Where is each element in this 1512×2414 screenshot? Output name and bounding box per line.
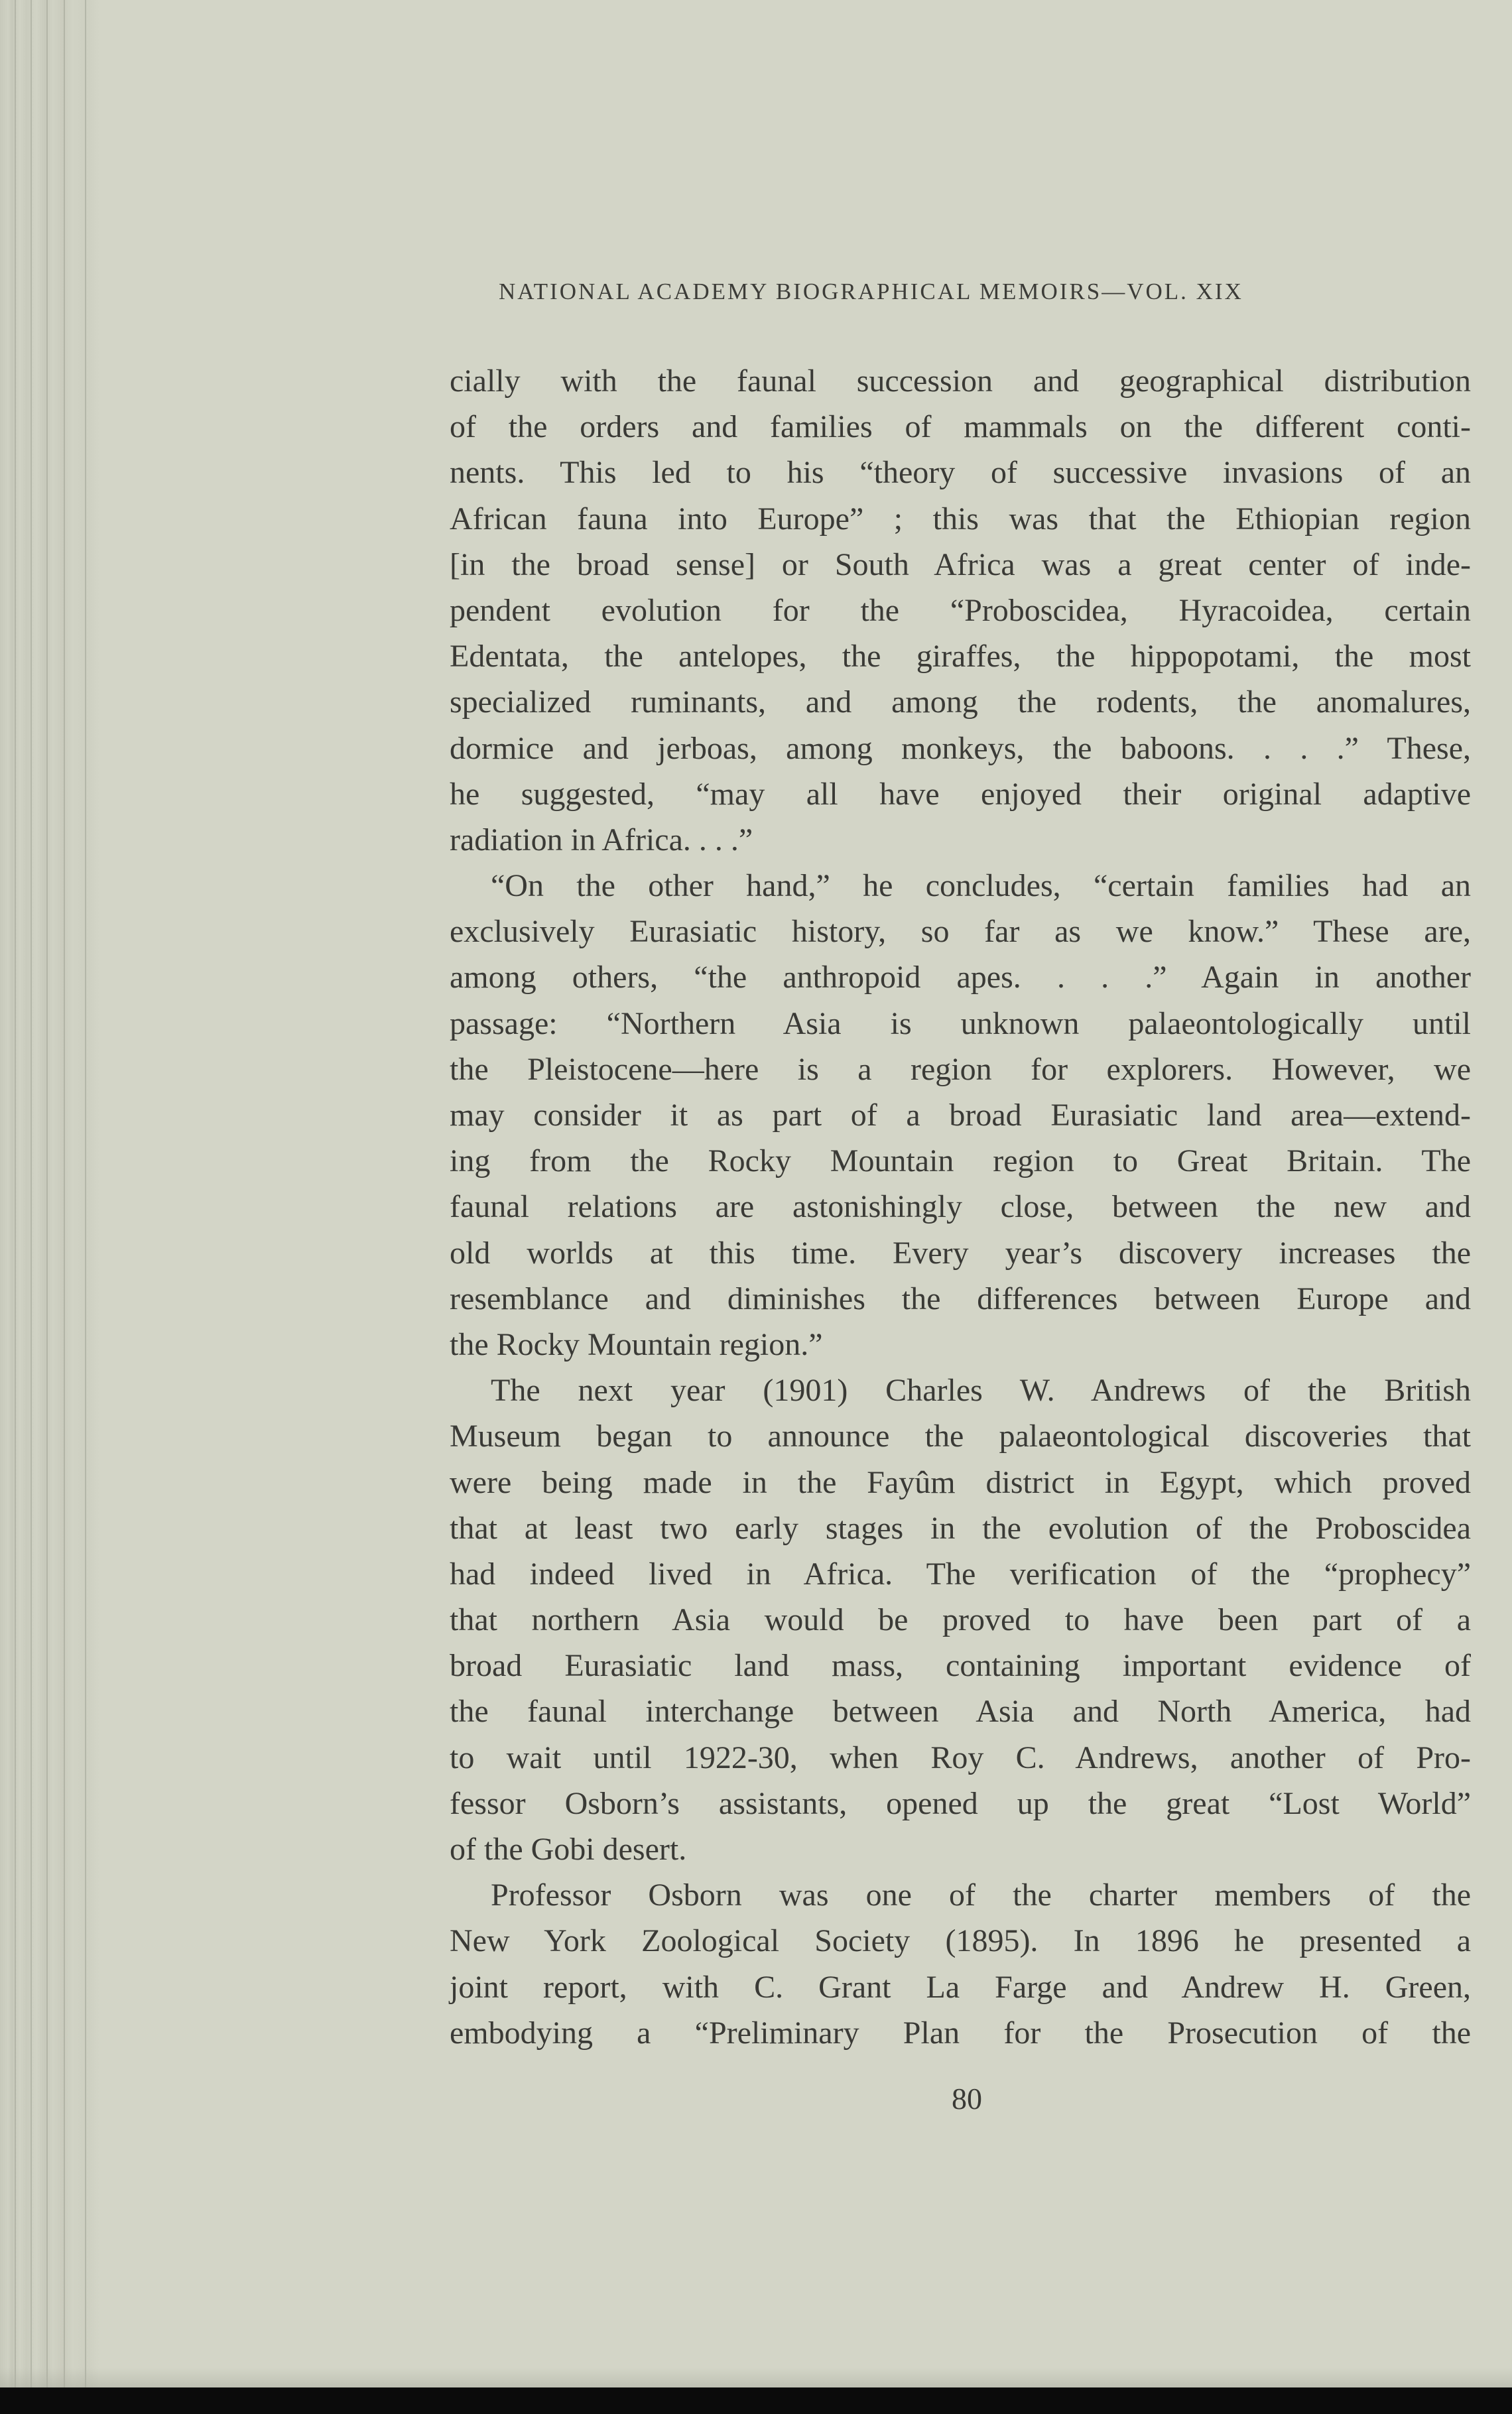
text-line: dormice and jerboas, among monkeys, the baboons. . . .” These, xyxy=(450,730,1471,766)
text-line: New York Zoological Society (1895). In 1896 he presented a xyxy=(450,1923,1471,1959)
text-line: “On the other hand,” he concludes, “certain families had an xyxy=(491,868,1471,904)
text-line: ing from the Rocky Mountain region to Great Britain. The xyxy=(450,1143,1471,1179)
text-line: specialized ruminants, and among the rodents, the anomalures, xyxy=(450,684,1471,720)
text-line: The next year (1901) Charles W. Andrews of the British xyxy=(491,1373,1471,1409)
text-line: [in the broad sense] or South Africa was a great center of inde- xyxy=(450,546,1471,582)
text-line: Professor Osborn was one of the charter members of the xyxy=(491,1877,1471,1913)
page-edge-line xyxy=(31,0,32,2387)
page-edge-line xyxy=(85,0,86,2387)
text-line: African fauna into Europe” ; this was that the Ethiopian region xyxy=(450,501,1471,537)
text-line: pendent evolution for the “Proboscidea, Hyracoidea, certain xyxy=(450,592,1471,628)
text-line: fessor Osborn’s assistants, opened up the great “Lost World” xyxy=(450,1785,1471,1821)
text-line: the faunal interchange between Asia and North America, had xyxy=(450,1694,1471,1730)
text-line: had indeed lived in Africa. The verification of the “prophecy” xyxy=(450,1556,1471,1592)
text-line: that at least two early stages in the evolution of the Proboscidea xyxy=(450,1510,1471,1546)
text-line: passage: “Northern Asia is unknown palaeontologically until xyxy=(450,1005,1471,1041)
text-line: old worlds at this time. Every year’s discovery increases the xyxy=(450,1235,1471,1271)
text-line: he suggested, “may all have enjoyed their original adaptive xyxy=(450,776,1471,812)
running-head: NATIONAL ACADEMY BIOGRAPHICAL MEMOIRS—VOL. XIX xyxy=(499,279,1243,304)
text-line: joint report, with C. Grant La Farge and Andrew H. Green, xyxy=(450,1969,1471,2005)
text-line: that northern Asia would be proved to have been part of a xyxy=(450,1602,1471,1638)
text-line: were being made in the Fayûm district in Egypt, which proved xyxy=(450,1464,1471,1500)
text-line: resemblance and diminishes the differences between Europe and xyxy=(450,1281,1471,1316)
text-line: broad Eurasiatic land mass, containing important evidence of xyxy=(450,1648,1471,1684)
text-line: Edentata, the antelopes, the giraffes, the hippopotami, the most xyxy=(450,639,1471,674)
body-text xyxy=(450,358,1471,2056)
text-line: to wait until 1922-30, when Roy C. Andrews, another of Pro- xyxy=(450,1740,1471,1775)
text-line: nents. This led to his “theory of successive invasions of an xyxy=(450,455,1471,491)
page-number: 80 xyxy=(952,2082,982,2116)
scan-shadow xyxy=(0,2368,1512,2387)
scan-border xyxy=(0,2387,1512,2414)
text-line: the Rocky Mountain region.” xyxy=(450,1326,823,1362)
text-line: cially with the faunal succession and geographical distribution xyxy=(450,363,1471,399)
text-line: the Pleistocene—here is a region for explorers. However, we xyxy=(450,1051,1471,1087)
page-edge-line xyxy=(46,0,48,2387)
text-line: radiation in Africa. . . .” xyxy=(450,822,753,858)
text-line: embodying a “Preliminary Plan for the Prosecution of the xyxy=(450,2015,1471,2051)
text-line: of the Gobi desert. xyxy=(450,1832,687,1867)
text-line: may consider it as part of a broad Eurasiatic land area—extend- xyxy=(450,1098,1471,1133)
text-line: exclusively Eurasiatic history, so far as we know.” These are, xyxy=(450,914,1471,950)
text-line: Museum began to announce the palaeontological discoveries that xyxy=(450,1419,1471,1454)
text-line: among others, “the anthropoid apes. . . .” Again in another xyxy=(450,960,1471,995)
page-edge-line xyxy=(64,0,65,2387)
text-line: faunal relations are astonishingly close, between the new and xyxy=(450,1189,1471,1225)
text-line: of the orders and families of mammals on the different conti- xyxy=(450,409,1471,445)
page-edge-line xyxy=(15,0,16,2387)
